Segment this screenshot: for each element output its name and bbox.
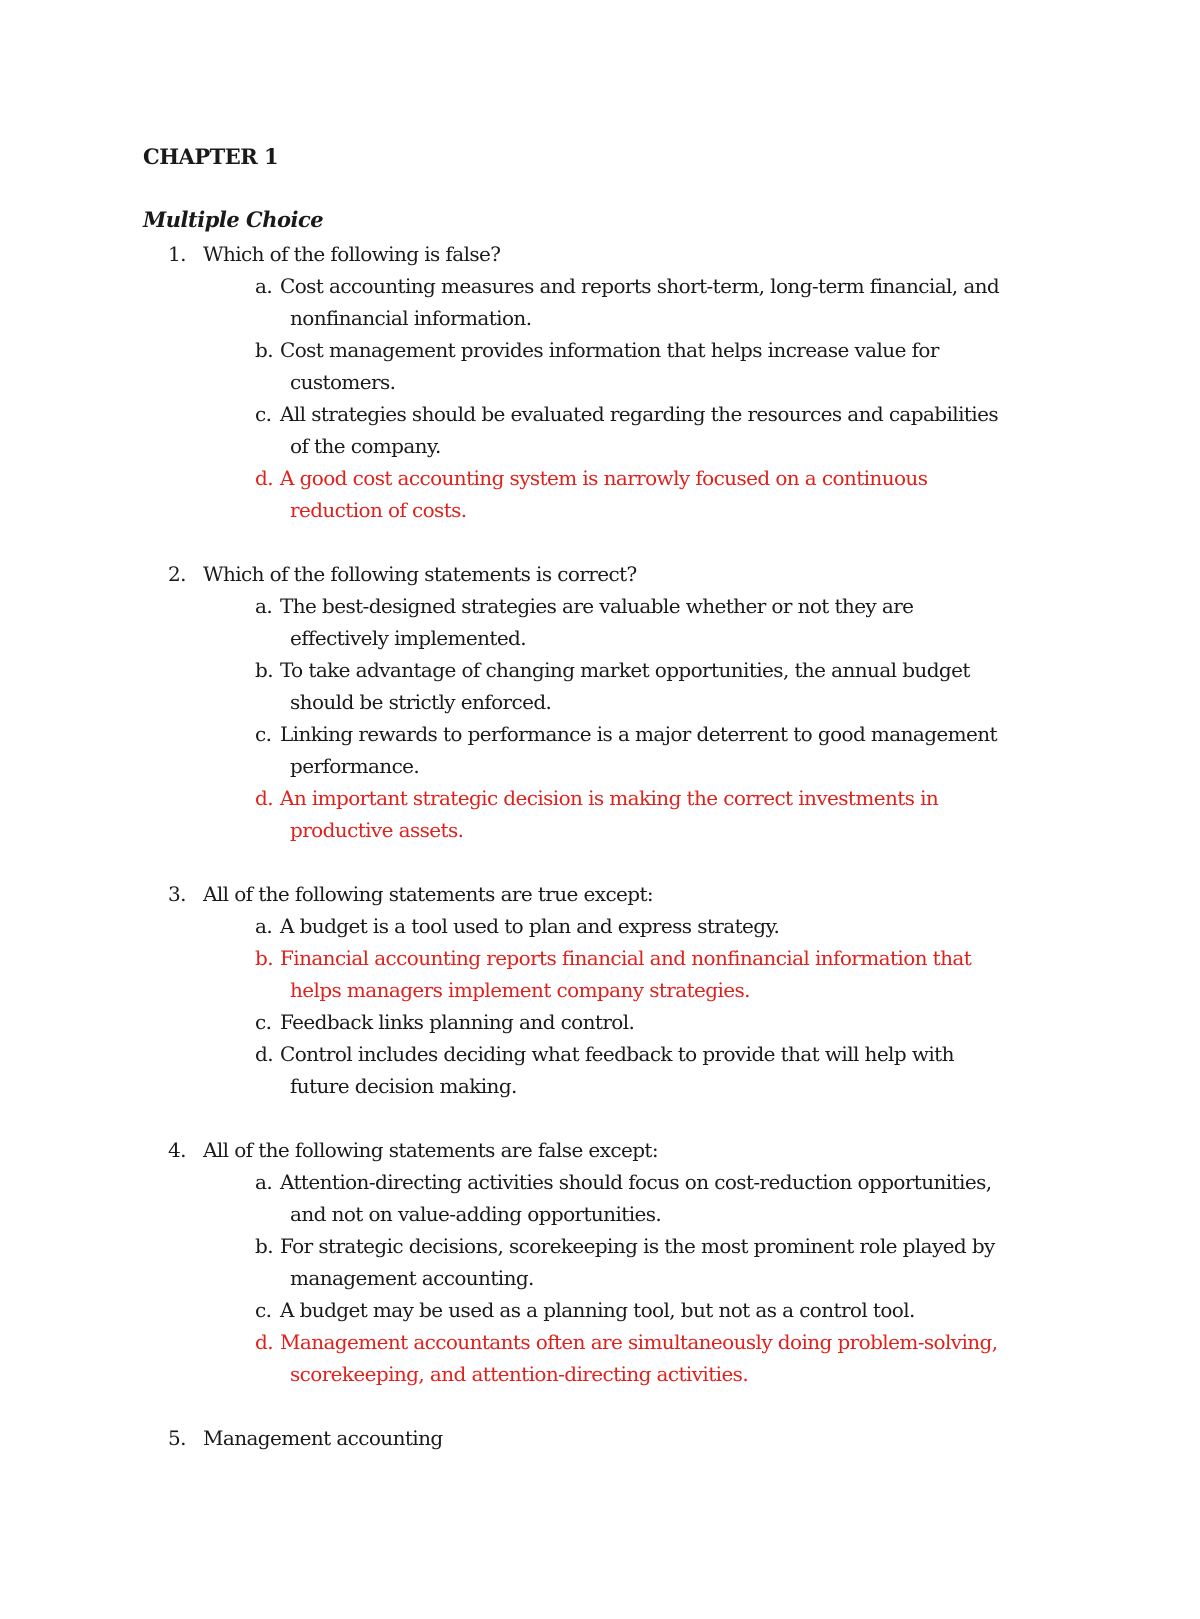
option-text [280, 334, 1055, 398]
option-text [280, 462, 1055, 526]
option-text-line: An important strategic decision is making the correct investments in [280, 786, 939, 810]
question-number: 3. [168, 882, 186, 906]
option-text-line: For strategic decisions, scorekeeping is the most prominent role played by [280, 1234, 995, 1258]
option-text [280, 398, 1055, 462]
question-stem [0, 558, 1200, 590]
option-text-line: of the company. [290, 434, 441, 458]
option-text [280, 910, 1055, 942]
option-letter: c. [255, 1010, 272, 1034]
question-stem [0, 1134, 1200, 1166]
option-text [280, 782, 1055, 846]
option-text-line: Cost accounting measures and reports short-term, long-term financial, and [280, 274, 1000, 298]
option-text-line: A budget may be used as a planning tool, but not as a control tool. [280, 1298, 915, 1322]
option-letter: a. [255, 1170, 273, 1194]
option-text-line: effectively implemented. [290, 626, 527, 650]
answer-option [0, 1230, 1200, 1294]
question-text: All of the following statements are true except: [203, 882, 654, 906]
question-2 [0, 558, 1200, 846]
option-text [280, 1294, 1055, 1326]
option-letter: d. [255, 786, 273, 810]
option-text-line: reduction of costs. [290, 498, 467, 522]
option-text [280, 270, 1055, 334]
option-text-line: All strategies should be evaluated regarding the resources and capabilities [280, 402, 998, 426]
question-stem [0, 238, 1200, 270]
question-1 [0, 238, 1200, 526]
option-text [280, 1230, 1055, 1294]
question-number: 5. [168, 1426, 186, 1450]
option-text [280, 1038, 1055, 1102]
option-text-line: scorekeeping, and attention-directing activities. [290, 1362, 749, 1386]
option-letter: c. [255, 402, 272, 426]
option-text-line: Cost management provides information that helps increase value for [280, 338, 939, 362]
option-text-line: A budget is a tool used to plan and express strategy. [280, 914, 780, 938]
option-text-line: helps managers implement company strategies. [290, 978, 750, 1002]
option-text-line: customers. [290, 370, 396, 394]
option-text [280, 1166, 1055, 1230]
question-number: 1. [168, 242, 186, 266]
question-text: All of the following statements are false except: [203, 1138, 658, 1162]
question-number: 4. [168, 1138, 186, 1162]
option-letter: b. [255, 946, 273, 970]
question-number: 2. [168, 562, 186, 586]
question-text: Which of the following is false? [203, 242, 501, 266]
question-stem [0, 1422, 1200, 1454]
option-text-line: productive assets. [290, 818, 464, 842]
option-letter: b. [255, 338, 273, 362]
answer-option-correct [0, 1326, 1200, 1390]
option-letter: d. [255, 1042, 273, 1066]
option-text-line: The best-designed strategies are valuable whether or not they are [280, 594, 914, 618]
option-text-line: and not on value-adding opportunities. [290, 1202, 662, 1226]
option-text-line: A good cost accounting system is narrowly focused on a continuous [280, 466, 928, 490]
option-letter: d. [255, 466, 273, 490]
option-text [280, 1006, 1055, 1038]
answer-option-correct [0, 782, 1200, 846]
answer-option [0, 910, 1200, 942]
question-text: Which of the following statements is correct? [203, 562, 637, 586]
option-text [280, 718, 1055, 782]
option-letter: a. [255, 914, 273, 938]
answer-option [0, 654, 1200, 718]
section-title: Multiple Choice [143, 207, 324, 232]
answer-option [0, 1166, 1200, 1230]
answer-option [0, 1006, 1200, 1038]
question-3 [0, 878, 1200, 1102]
chapter-title: CHAPTER 1 [143, 144, 279, 169]
option-text-line: To take advantage of changing market opportunities, the annual budget [280, 658, 970, 682]
option-letter: a. [255, 274, 273, 298]
answer-option [0, 270, 1200, 334]
option-text [280, 590, 1055, 654]
answer-option [0, 718, 1200, 782]
option-text-line: Linking rewards to performance is a major deterrent to good management [280, 722, 997, 746]
option-letter: a. [255, 594, 273, 618]
option-text-line: should be strictly enforced. [290, 690, 552, 714]
option-text-line: Management accountants often are simultaneously doing problem-solving, [280, 1330, 998, 1354]
answer-option [0, 334, 1200, 398]
answer-option [0, 590, 1200, 654]
option-text-line: Control includes deciding what feedback to provide that will help with [280, 1042, 954, 1066]
option-text [280, 654, 1055, 718]
option-text [280, 1326, 1055, 1390]
option-letter: c. [255, 1298, 272, 1322]
question-stem [0, 878, 1200, 910]
option-text-line: future decision making. [290, 1074, 517, 1098]
question-text: Management accounting [203, 1426, 443, 1450]
question-4 [0, 1134, 1200, 1390]
option-text-line: Feedback links planning and control. [280, 1010, 635, 1034]
answer-option-correct [0, 942, 1200, 1006]
option-text-line: Financial accounting reports financial and nonfinancial information that [280, 946, 972, 970]
option-letter: c. [255, 722, 272, 746]
option-letter: d. [255, 1330, 273, 1354]
answer-option [0, 1038, 1200, 1102]
question-list [0, 238, 1200, 1486]
option-letter: b. [255, 658, 273, 682]
option-text-line: Attention-directing activities should focus on cost-reduction opportunities, [280, 1170, 992, 1194]
answer-option [0, 398, 1200, 462]
option-text-line: performance. [290, 754, 420, 778]
answer-option [0, 1294, 1200, 1326]
question-5 [0, 1422, 1200, 1454]
option-letter: b. [255, 1234, 273, 1258]
option-text-line: management accounting. [290, 1266, 534, 1290]
option-text-line: nonfinancial information. [290, 306, 532, 330]
option-text [280, 942, 1055, 1006]
answer-option-correct [0, 462, 1200, 526]
